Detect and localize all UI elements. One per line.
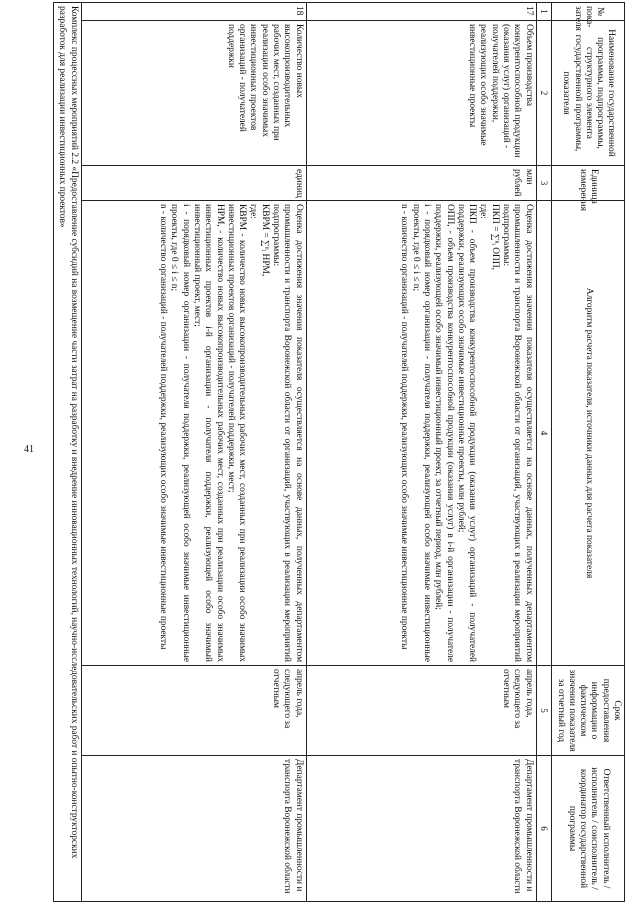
column-number: 6 [536, 756, 552, 902]
indicator-term: апрель года, следующего за отчетным [81, 666, 306, 756]
header-algo: Алгоритм расчета показателя, источники данных для расчета показателя [552, 201, 625, 666]
header-no: № пока-зателя [552, 3, 625, 21]
algorithm-line: n - количество организаций - получателей поддержки, реализующих особо значимые инвестиционные проекты [158, 204, 169, 650]
algorithm-line: i - порядковый номер организации - получателя поддержки, реализующей особо значимые инвестиционные проекты, где 0 ≤ i ≤ n; [410, 204, 432, 662]
algorithm-line: Оценка достижения значения показателя осуществляется на основе данных, полученных департаментом промышленности и транспорта Воронежской области от организаций, участвующих в реализации мероприятий подпрограммы: [270, 204, 304, 662]
column-number: 3 [536, 166, 552, 201]
indicator-name: Объем производства конкурентоспособной продукции (оказания услуг) организаций - получателей поддержки, реализующих особо значимые инвестиционные проекты [306, 21, 536, 166]
indicator-name: Количество новых высокопроизводительных рабочих мест, созданных при реализации особо значимых инвестиционных проектов организаций - получателей поддержки [81, 21, 306, 166]
indicator-term: апрель года, следующего за отчетным [306, 666, 536, 756]
algorithm-line: ОПП, - объем производства конкурентоспособной продукции (оказания услуг) в i-й организации - получателе поддержки, реализующей особо значимый инвестиционный проект, за отчетный период, млн рублей; [433, 204, 455, 662]
indicator-unit: млн рублей [306, 166, 536, 201]
header-resp: Ответственный исполнитель / исполнитель / соисполнитель / координатор государственной программы [552, 756, 625, 902]
algorithm-line: НРМ, - количество новых высокопроизводительных рабочих мест, созданных при реализации особо значимых инвестиционных проектов i-й организации - получателя поддержки, реализующей особо значимый инвестиционный проект, мест; [191, 204, 225, 662]
section-footer-row [53, 3, 81, 902]
column-number: 4 [536, 201, 552, 666]
column-number-row [536, 3, 552, 902]
row-number: 17 [306, 3, 536, 21]
page-number: 41 [24, 444, 34, 455]
indicator-algorithm [81, 201, 306, 666]
algorithm-line: n - количество организаций - получателей поддержки, реализующих особо значимые инвестиционные проекты [399, 204, 410, 650]
rotated-table-container [15, 2, 625, 902]
algorithm-line: где: [248, 204, 259, 219]
algorithm-line: i - порядковый номер организации - получателя поддержки, реализующей особо значимые инвестиционные проекты, где 0 ≤ i ≤ n; [169, 204, 191, 662]
column-number: 2 [536, 21, 552, 166]
indicators-table [53, 2, 625, 902]
header-name: Наименование государственной программы, подпрограммы, структурного элемента государственной программы, показателя [552, 21, 625, 166]
algorithm-line: КВРМ - количество новых высокопроизводительных рабочих мест, созданных при реализации особо значимых инвестиционных проектов организаций - получателей поддержки, мест; [225, 204, 248, 662]
table-header-row [552, 3, 625, 902]
indicator-unit: единиц [81, 166, 306, 201]
indicator-responsible: Департамент промышленности и транспорта Воронежской области [81, 756, 306, 902]
algorithm-formula: ПКП = ∑ⁿᵢ ОПП, [489, 204, 500, 270]
algorithm-formula: КВРМ = ∑ⁿᵢ НРМ, [259, 204, 270, 277]
table-row [306, 3, 536, 902]
column-number: 1 [536, 3, 552, 21]
header-unit: Единица измерения [552, 166, 625, 201]
indicator-algorithm [306, 201, 536, 666]
column-number: 5 [536, 666, 552, 756]
table-row [81, 3, 306, 902]
indicator-responsible: Департамент промышленности и транспорта Воронежской области [306, 756, 536, 902]
algorithm-line: где: [478, 204, 489, 219]
header-term: Срок предоставления информации о фактическом значении показателя за отчетный год [552, 666, 625, 756]
algorithm-line: ПКП - объем производства конкурентоспособной продукции (оказания услуг) организаций - получателей поддержки, реализующих особо значимые инвестиционные проекты, млн рублей; [455, 204, 478, 662]
algorithm-line: Оценка достижения значения показателя осуществляется на основе данных, полученных департаментом промышленности и транспорта Воронежской области от организаций, участвующих в реализации мероприятий подпрограммы: [500, 204, 534, 662]
row-number: 18 [81, 3, 306, 21]
section-footer: Комплекс процессных мероприятий 2.2 «Предоставление субсидий на возмещение части затрат на разработку и внедрение инновационных технологий, научно-исследовательских работ и опытно-конструкторских разработок для реализации инвестиционных проектов» [53, 3, 81, 902]
